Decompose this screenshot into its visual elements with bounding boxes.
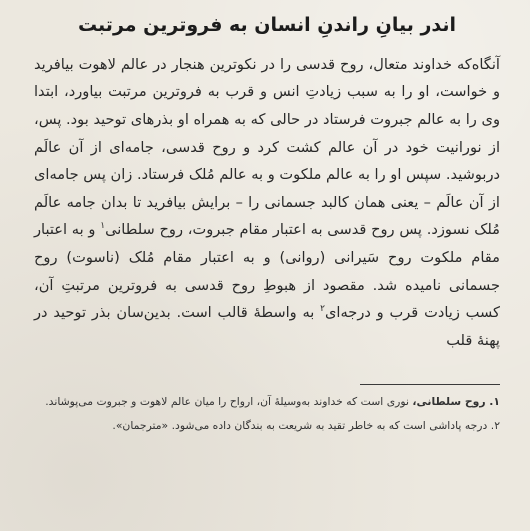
footnote-2-text: ۲. درجه پاداشی است که به خاطر تقید به شریعت به بندگان داده می‌شود. «مترجمان».: [112, 419, 500, 433]
footnote-divider: [360, 384, 500, 385]
footnote-reference-1[interactable]: ۱: [100, 221, 106, 232]
footnote-reference-2[interactable]: ۲: [320, 304, 325, 315]
footnote-1-term: ۱. روح سلطانی،: [412, 395, 500, 409]
body-text-part-1: آنگاه‌که خداوند متعال، روح قدسی را در نکوترین هنجار در عالم لاهوت بیافرید و خواست، او را به سبب زیادتِ انس و قرب به فروترین مرتبت بیاورد، ابتدا وی را به عالم جبروت فرستاد در حالی که به همراه او بذرهای توحید بود. پس، از نورانیت خود در آن عالم کشت کرد و روح قدسی، جامه‌ای از آن عالَم دربوشید. سپس او را به عالم ملکوت و به عالم مُلک فرستاد. زان پس جامه‌ای از آن عالَم – یعنی همان کالبد جسمانی را – برایش بیافرید تا بدان جامه عالَم مُلک نسوزد. پس روح قدسی به اعتبار مقام جبروت، روح سلطانی: [34, 55, 500, 239]
footnote-2: [34, 417, 500, 434]
body-text-part-2: و به اعتبار مقام ملکوت روح سَیرانی (روانی) و به اعتبار مقام مُلک (ناسوت) روح جسمانی نامیده شد. مقصود از هبوطِ روح قدسی به فروترین مرتبتِ آن، کسب زیادت قرب و درجه‌ای: [34, 221, 500, 322]
body-paragraph: [34, 51, 500, 355]
footnote-1-text: نوری است که خداوند به‌وسیلهٔ آن، ارواح را میان عالم لاهوت و جبروت می‌پوشاند.: [45, 395, 413, 409]
chapter-title: اندر بیانِ راندنِ انسان به فروترین مرتبت: [77, 14, 457, 36]
footnote-1: [34, 393, 500, 410]
body-text-part-3: به واسطهٔ قالب است. بدین‌سان بذر توحید در پهنهٔ قلب: [34, 304, 500, 349]
